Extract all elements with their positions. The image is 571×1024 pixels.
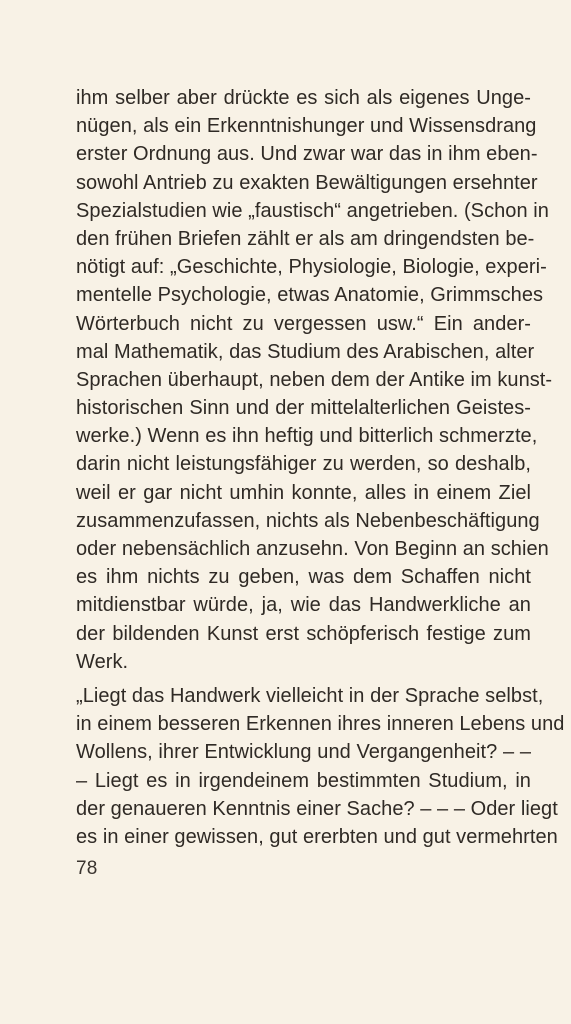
text-line: nötigt auf: „Geschichte, Physiologie, Biologie, experi- [76, 256, 547, 279]
text-line: Spezialstudien wie „faustisch“ angetrieben. (Schon in [76, 199, 549, 222]
text-line: „Liegt das Handwerk vielleicht in der Sprache selbst, [76, 684, 544, 707]
text-line: zusammenzufassen, nichts als Nebenbeschäftigung [76, 509, 540, 532]
text-line: den frühen Briefen zählt er als am dringendsten be- [76, 227, 535, 250]
text-line: darin nicht leistungsfähiger zu werden, so deshalb, [76, 453, 531, 476]
text-line: werke.) Wenn es ihn heftig und bitterlich schmerzte, [76, 425, 538, 448]
text-line: mentelle Psychologie, etwas Anatomie, Grimmsches [76, 284, 544, 307]
text-line: ihm selber aber drückte es sich als eigenes Unge- [76, 87, 531, 109]
paragraph-1 [76, 84, 553, 676]
text-line: es ihm nichts zu geben, was dem Schaffen nicht [76, 566, 531, 589]
text-line: Wollens, ihrer Entwicklung und Vergangenheit? – – [76, 741, 531, 764]
text-line: erster Ordnung aus. Und zwar war das in ihm eben- [76, 143, 538, 166]
text-line: nügen, als ein Erkenntnishunger und Wissensdrang [76, 115, 537, 138]
text-line: mitdienstbar würde, ja, wie das Handwerkliche an [76, 594, 531, 617]
body-text [76, 84, 565, 851]
text-line: Sprachen überhaupt, neben dem der Antike im kunst- [76, 368, 553, 391]
page-number: 78 [76, 858, 98, 879]
text-line: oder nebensächlich anzusehn. Von Beginn an schien [76, 538, 549, 560]
text-line: Werk. [76, 650, 129, 673]
text-line: in einem besseren Erkennen ihres inneren Lebens und [76, 713, 565, 736]
text-line: es in einer gewissen, gut ererbten und gut vermehrten [76, 825, 558, 848]
text-line: Wörterbuch nicht zu vergessen usw.“ Ein ander- [76, 312, 531, 335]
text-line: der bildenden Kunst erst schöpferisch festige zum [76, 622, 531, 645]
text-line: der genaueren Kenntnis einer Sache? – – – Oder liegt [76, 797, 558, 820]
text-line: – Liegt es in irgendeinem bestimmten Studium, in [76, 769, 531, 792]
text-line: historischen Sinn und der mittelalterlichen Geistes- [76, 397, 531, 420]
text-line: sowohl Antrieb zu exakten Bewältigungen ersehnter [76, 171, 538, 194]
text-line: mal Mathematik, das Studium des Arabischen, alter [76, 340, 535, 363]
text-line: weil er gar nicht umhin konnte, alles in einem Ziel [76, 481, 531, 504]
paragraph-2 [76, 682, 565, 851]
